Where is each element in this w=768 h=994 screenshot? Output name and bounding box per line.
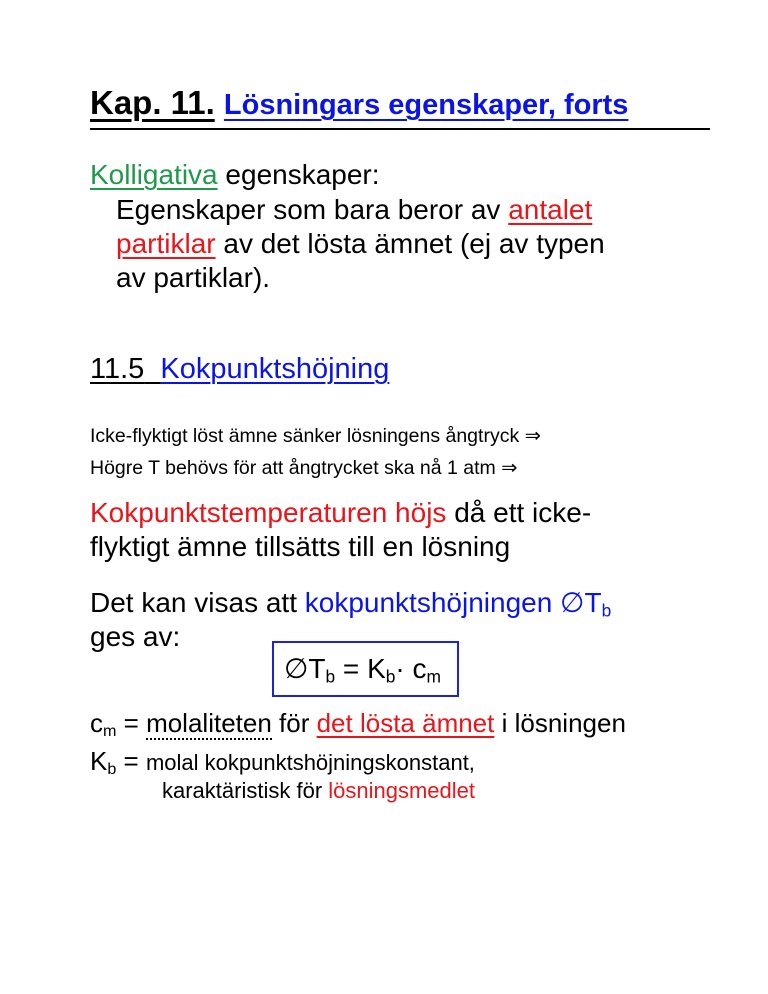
statement-line-2: flyktigt ämne tillsätts till en lösning bbox=[90, 531, 511, 562]
definition-kb-line-2 bbox=[162, 778, 475, 804]
formula-dot: · c bbox=[395, 653, 427, 684]
definition-kb bbox=[90, 746, 475, 777]
title-prefix: Kap. 11. bbox=[90, 84, 215, 121]
colligative-line-2 bbox=[116, 227, 605, 261]
kb-line-2-text: karaktäristisk för bbox=[162, 778, 329, 803]
section-number: 11.5 bbox=[90, 353, 145, 385]
page-title bbox=[90, 84, 628, 122]
colligative-line-1-text: Egenskaper som bara beror av bbox=[116, 194, 509, 225]
section-title: Kokpunktshöjning bbox=[160, 353, 390, 385]
note-line-2: Högre T behövs för att ångtrycket ska nå 1 atm ⇒ bbox=[90, 457, 518, 479]
definition-cm bbox=[90, 708, 626, 739]
formula-eq: = K bbox=[335, 653, 386, 684]
shown-line-2: ges av: bbox=[90, 621, 181, 652]
cm-eq: = bbox=[116, 708, 147, 738]
section-heading bbox=[90, 353, 389, 386]
statement-highlight: Kokpunktstemperaturen höjs bbox=[90, 497, 447, 528]
colligative-highlight-2: partiklar bbox=[116, 228, 216, 259]
title-main: Lösningars egenskaper, forts bbox=[223, 89, 629, 121]
colligative-highlight-1: antalet bbox=[508, 194, 593, 225]
shown-text: Det kan visas att bbox=[90, 587, 305, 618]
shown-highlight-text: kokpunktshöjningen ∅T bbox=[304, 587, 602, 618]
cm-term: molaliteten bbox=[146, 708, 272, 738]
cm-sub: m bbox=[103, 722, 117, 741]
kb-sub: b bbox=[107, 760, 117, 779]
formula bbox=[284, 652, 441, 685]
colligative-line-1 bbox=[116, 193, 592, 227]
colligative-term-rest: egenskaper: bbox=[217, 159, 380, 190]
colligative-heading bbox=[90, 158, 380, 192]
statement-line-1 bbox=[90, 496, 591, 530]
kb-symbol: K bbox=[90, 746, 108, 776]
cm-highlight: det lösta ämnet bbox=[316, 708, 495, 738]
formula-sub-3: m bbox=[426, 666, 441, 687]
note-line-1: Icke-flyktigt löst ämne sänker lösningens ångtryck ⇒ bbox=[90, 425, 541, 447]
colligative-line-3: av partiklar). bbox=[116, 262, 271, 293]
colligative-term: Kolligativa bbox=[90, 159, 218, 190]
shown-highlight bbox=[304, 587, 612, 621]
colligative-line-2-text: av det lösta ämnet (ej av typen bbox=[215, 228, 605, 259]
kb-eq: = bbox=[116, 746, 146, 776]
shown-line-1 bbox=[90, 586, 611, 620]
title-underline bbox=[90, 128, 710, 130]
cm-end: i lösningen bbox=[494, 708, 626, 738]
cm-symbol: c bbox=[90, 708, 103, 738]
formula-delta: ∅T bbox=[284, 653, 326, 684]
formula-sub-2: b bbox=[385, 666, 396, 687]
statement-rest: då ett icke- bbox=[446, 497, 592, 528]
shown-highlight-sub: b bbox=[601, 600, 612, 621]
cm-mid: för bbox=[271, 708, 317, 738]
formula-sub-1: b bbox=[325, 666, 336, 687]
kb-text: molal kokpunktshöjningskonstant, bbox=[145, 750, 475, 775]
kb-highlight: lösningsmedlet bbox=[328, 778, 476, 803]
